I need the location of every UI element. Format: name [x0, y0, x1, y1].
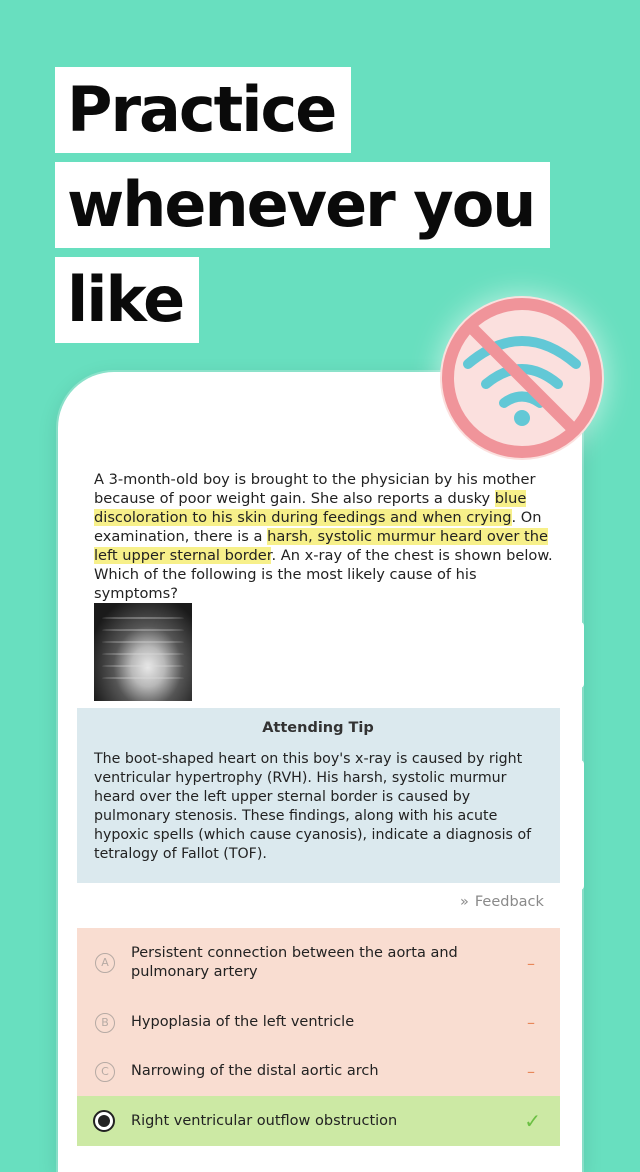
- feedback-button[interactable]: [460, 894, 544, 910]
- selected-radio-icon: [93, 1110, 115, 1132]
- answer-option-c[interactable]: [77, 1047, 560, 1096]
- tip-title: Attending Tip: [262, 720, 374, 736]
- headline-line-3: like: [55, 257, 199, 343]
- answer-option-b[interactable]: [77, 998, 560, 1047]
- chest-xray-image[interactable]: [94, 603, 192, 701]
- phone-side-button: [578, 622, 584, 688]
- highlighted-text: blue discoloration to his skin during feedings and when crying: [94, 490, 527, 526]
- wrong-mark-icon: –: [527, 1062, 535, 1081]
- attending-tip-panel: [77, 708, 560, 883]
- option-letter-c: C: [95, 1062, 115, 1082]
- answer-text: Hypoplasia of the left ventricle: [131, 1014, 355, 1030]
- wrong-mark-icon: –: [527, 953, 535, 973]
- check-icon: ✓: [524, 1108, 541, 1133]
- answer-option-d[interactable]: [77, 1096, 560, 1146]
- answer-text: Right ventricular outflow obstruction: [131, 1112, 398, 1129]
- no-wifi-icon: [440, 296, 604, 460]
- feedback-label: Feedback: [474, 894, 544, 910]
- no-wifi-svg: [440, 296, 604, 460]
- headline-line-2: whenever you: [55, 162, 550, 248]
- wrong-mark-icon: –: [527, 1013, 535, 1032]
- phone-side-button: [578, 760, 584, 890]
- tip-text: The boot-shaped heart on this boy's x-ray is caused by right ventricular hypertrophy (RVH). His harsh, systolic murmur heard over the left upper sternal border is caused by pulmonary stenosis. These findings, along with his acute hypoxic spells (which cause cyanosis), indicate a diagnosis of tetralogy of Fallot (TOF).: [94, 751, 532, 862]
- answer-text: Persistent connection between the aorta and pulmonary artery: [131, 945, 458, 980]
- headline-line-1: Practice: [55, 67, 351, 153]
- answer-text: Narrowing of the distal aortic arch: [131, 1063, 379, 1079]
- option-letter-a: A: [95, 953, 115, 973]
- option-letter-b: B: [95, 1013, 115, 1033]
- question-stem: [94, 470, 556, 603]
- answer-list: [77, 928, 560, 1146]
- question-text: A 3-month-old boy is brought to the physician by his mother because of poor weight gain. She also reports a dusky: [94, 471, 536, 507]
- question-text: . On examination, there is a: [94, 509, 542, 545]
- highlighted-text: harsh, systolic murmur heard over the left upper sternal border: [94, 528, 548, 564]
- question-text: . An x-ray of the chest is shown below. Which of the following is the most likely cause of his symptoms?: [94, 547, 553, 602]
- answer-option-a[interactable]: [77, 928, 560, 998]
- double-chevron-right-icon: »: [460, 894, 469, 910]
